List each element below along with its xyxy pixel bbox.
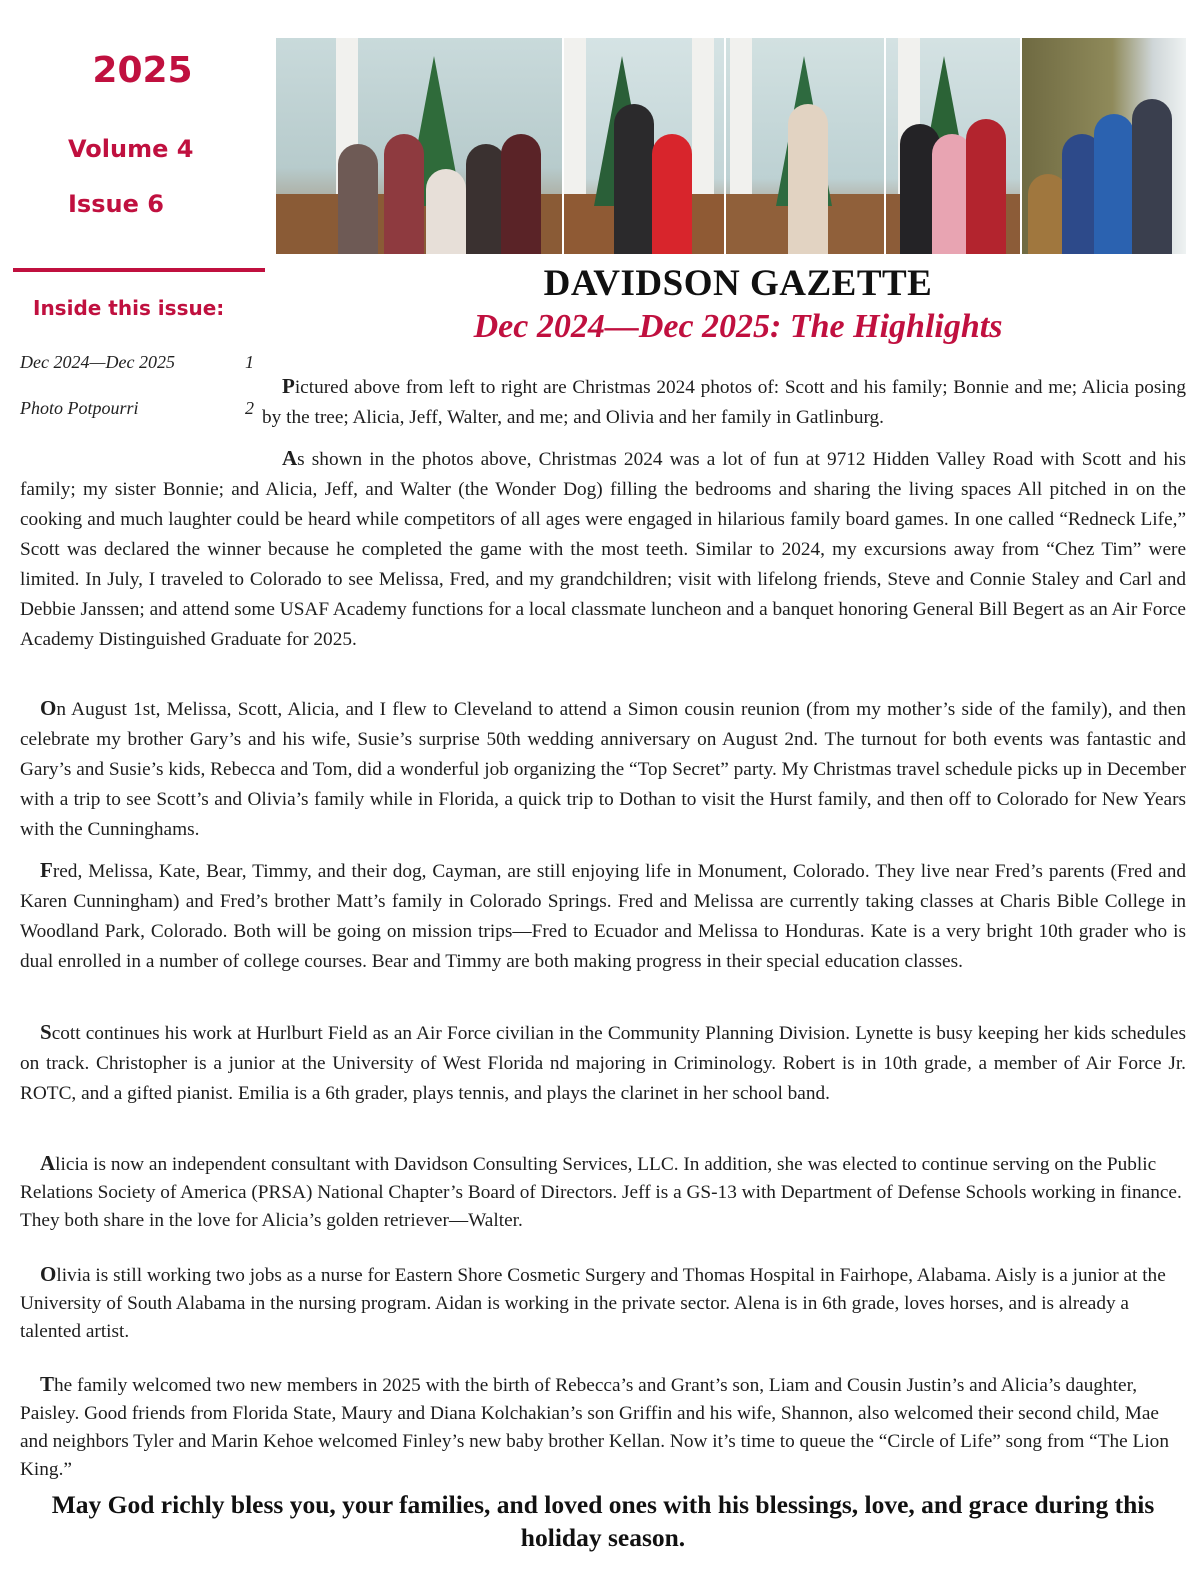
sidebar-divider	[13, 268, 265, 272]
table-of-contents	[20, 352, 260, 444]
paragraph-text: n August 1st, Melissa, Scott, Alicia, and I flew to Cleveland to attend a Simon cousin reunion (from my mother’s side of the family), and then celebrate my brother Gary’s and his wife, Susie’s surprise 50th wedding anniversary on August 2nd. The turnout for both events was fantastic and Gary’s and Susie’s kids, Rebecca and Tom, did a wonderful job organizing the “Top Secret” party. My Christmas travel schedule picks up in December with a trip to see Scott’s and Olivia’s family while in Florida, a quick trip to Dothan to visit the Hurst family, and then off to Colorado for New Years with the Cunninghams.	[20, 699, 1186, 841]
masthead-title: DAVIDSON GAZETTE	[543, 263, 933, 304]
drop-letter: A	[282, 446, 298, 471]
photo-scott-family	[276, 38, 562, 254]
paragraph-text: livia is still working two jobs as a nurse for Eastern Shore Cosmetic Surgery and Thomas Hospital in Fairhope, Alabama. Aisly is a junior at the University of South Alabama in the nursing program. Aidan is working in the private sector. Alena is in 6th grade, loves horses, and is already a talented artist.	[20, 1265, 1166, 1343]
toc-entry[interactable]	[20, 398, 260, 444]
paragraph-text: red, Melissa, Kate, Bear, Timmy, and their dog, Cayman, are still enjoying life in Monument, Colorado. They live near Fred’s parents (Fred and Karen Cunningham) and Fred’s brother Matt’s family in Colorado Springs. Fred and Melissa are currently taking classes at Charis Bible College in Woodland Park, Colorado. Both will be going on mission trips—Fred to Ecuador and Melissa to Honduras. Kate is a very bright 10th grader who is dual enrolled in a number of college courses. Bear and Timmy are both making progress in their special education classes.	[20, 861, 1186, 973]
paragraph-text: s shown in the photos above, Christmas 2024 was a lot of fun at 9712 Hidden Valley Road with Scott and his family; my sister Bonnie; and Alicia, Jeff, and Walter (the Wonder Dog) filling the bedrooms and sharing the living spaces All pitched in on the cooking and much laughter could be heard while competitors of all ages were engaged in hilarious family board games. In one called “Redneck Life,” Scott was declared the winner because he completed the game with the most teeth. Similar to 2024, my excursions away from “Chez Tim” were limited. In July, I traveled to Colorado to see Melissa, Fred, and my grandchildren; visit with lifelong friends, Steve and Connie Staley and Carl and Debbie Janssen; and attend some USAF Academy functions for a local classmate luncheon and a banquet honoring General Bill Begert as an Air Force Academy Distinguished Graduate for 2025.	[20, 449, 1186, 651]
issue-label: Issue 6	[68, 190, 164, 218]
drop-letter: A	[40, 1151, 56, 1176]
photo-caption	[262, 371, 1186, 433]
toc-entry-page: 2	[245, 398, 254, 418]
photo-strip	[276, 38, 1186, 254]
paragraph-fred-melissa	[20, 855, 1186, 977]
paragraph-alicia	[20, 1149, 1186, 1235]
paragraph-scott	[20, 1017, 1186, 1109]
inside-this-issue-heading: Inside this issue:	[33, 296, 225, 320]
paragraph-text: ictured above from left to right are Christmas 2024 photos of: Scott and his family; Bonnie and me; Alicia posing by the tree; Alicia, Jeff, Walter, and me; and Olivia and her family in Gatlinburg.	[262, 377, 1186, 429]
article-headline: Dec 2024—Dec 2025: The Highlights	[473, 308, 1003, 345]
paragraph-text: licia is now an independent consultant with Davidson Consulting Services, LLC. In addition, she was elected to continue serving on the Public Relations Society of America (PRSA) National Chapter’s Board of Directors. Jeff is a GS-13 with Department of Defense Schools working in finance. They both share in the love for Alicia’s golden retriever—Walter.	[20, 1154, 1182, 1232]
volume-label: Volume 4	[68, 135, 194, 163]
toc-entry-page: 1	[245, 352, 254, 372]
photo-alicia-jeff-walter-me	[886, 38, 1020, 254]
photo-olivia-family-gatlinburg	[1022, 38, 1186, 254]
paragraph-christmas-2024	[20, 443, 1186, 655]
drop-letter: T	[40, 1372, 55, 1397]
drop-letter: O	[40, 1262, 57, 1287]
toc-entry-title: Photo Potpourri	[20, 398, 139, 418]
paragraph-text: cott continues his work at Hurlburt Field as an Air Force civilian in the Community Planning Division. Lynette is busy keeping her kids schedules on track. Christopher is a junior at the University of West Florida nd majoring in Criminology. Robert is in 10th grade, a member of Air Force Jr. ROTC, and a gifted pianist. Emilia is a 6th grader, plays tennis, and plays the clarinet in her school band.	[20, 1023, 1186, 1105]
paragraph-olivia	[20, 1260, 1186, 1346]
drop-letter: S	[40, 1020, 52, 1045]
photo-bonnie-and-me	[564, 38, 724, 254]
drop-letter: F	[40, 858, 53, 883]
paragraph-text: he family welcomed two new members in 2025 with the birth of Rebecca’s and Grant’s son, Liam and Cousin Justin’s and Alicia’s daughter, Paisley. Good friends from Florida State, Maury and Diana Kolchakian’s son Griffin and his wife, Shannon, also welcomed their second child, Mae and neighbors Tyler and Marin Kehoe welcomed Finley’s new baby brother Kellan. Now it’s time to queue the “Circle of Life” song from “The Lion King.”	[20, 1375, 1169, 1481]
toc-entry-title: Dec 2024—Dec 2025	[20, 352, 175, 372]
paragraph-cleveland-reunion	[20, 693, 1186, 845]
drop-letter: P	[282, 374, 295, 399]
paragraph-new-members	[20, 1370, 1186, 1484]
toc-entry[interactable]	[20, 352, 260, 398]
issue-year: 2025	[92, 50, 193, 91]
drop-letter: O	[40, 696, 57, 721]
closing-blessing: May God richly bless you, your families, and loved ones with his blessings, love, and grace during this holiday season.	[51, 1490, 1155, 1552]
photo-alicia-by-tree	[726, 38, 884, 254]
